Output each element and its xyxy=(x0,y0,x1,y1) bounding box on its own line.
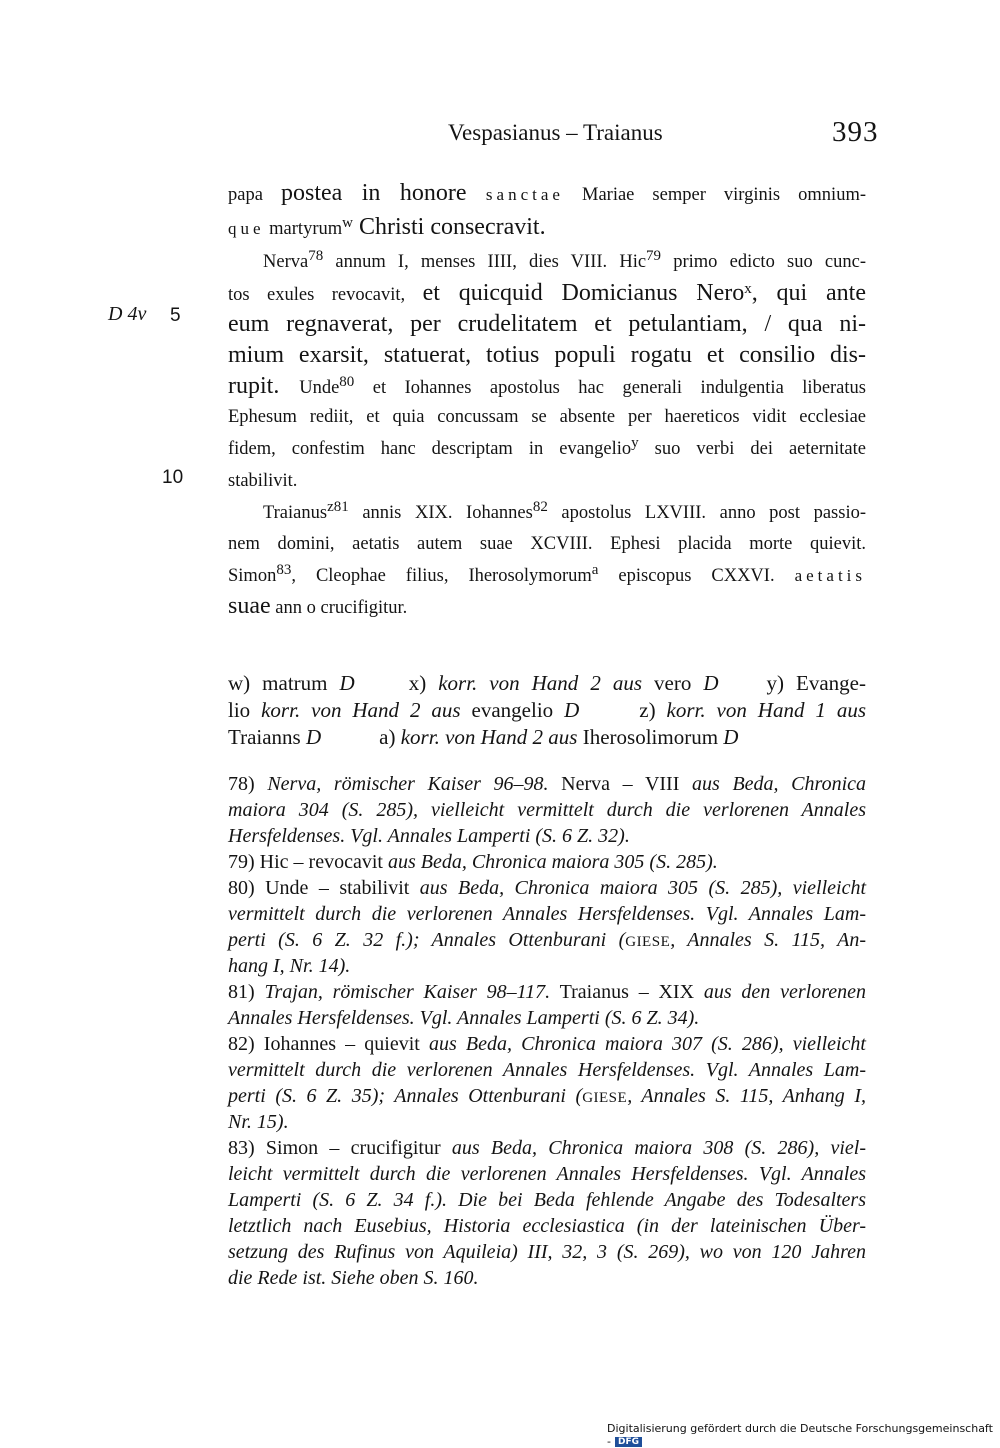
text-line: Simon$^{83}$, Cleophae filius, Iherosolymorum$^a$ episcopus CXXVI. aetatis xyxy=(228,562,866,586)
text-line: papa postea in honore sanctae Mariae semper virginis omnium- xyxy=(228,180,866,206)
line-number-10: 10 xyxy=(162,467,184,488)
text-line: tos exules revocavit, et quicquid Domicianus Nero$^x$, qui ante xyxy=(228,280,866,306)
note-line: vermittelt durch die verlorenen Annales Hersfeldenses. Vgl. Annales Lam- xyxy=(228,903,866,925)
paragraph-2 xyxy=(228,246,866,497)
text-line: Nerva$^{78}$ annum I, menses IIII, dies VIII. Hic$^{79}$ primo edicto suo cunc- xyxy=(263,248,866,272)
dfg-logo: DFG xyxy=(615,1437,642,1447)
note-line: hang I, Nr. 14). xyxy=(228,955,351,977)
text-line: eum regnaverat, per crudelitatem et petulantiam, / qua ni- xyxy=(228,311,866,337)
paragraph-1 xyxy=(228,176,866,244)
text-line: Ephesum rediit, et quia concussam se absente per haereticos vidit ecclesiae xyxy=(228,407,866,427)
note-line: Annales Hersfeldenses. Vgl. Annales Lamperti (S. 6 Z. 34). xyxy=(228,1007,700,1029)
text-line: stabilivit. xyxy=(228,471,298,491)
note-line: leicht vermittelt durch die verlorenen Annales Hersfeldenses. Vgl. Annales xyxy=(228,1163,866,1185)
note-79: 79) Hic – revocavit aus Beda, Chronica maiora 305 (S. 285). xyxy=(228,851,718,873)
text-line: rupit. Unde$^{80}$ et Iohannes apostolus hac generali indulgentia liberatus xyxy=(228,373,866,399)
note-line: perti (S. 6 Z. 35); Annales Ottenburani (GIESE, Annales S. 115, Anhang I, xyxy=(228,1085,866,1107)
page-number: 393 xyxy=(832,116,879,148)
note-line: Lamperti (S. 6 Z. 34 f.). Die bei Beda fehlende Angabe des Todesalters xyxy=(228,1189,866,1211)
note-line: Hersfeldenses. Vgl. Annales Lamperti (S. 6 Z. 32). xyxy=(228,825,630,847)
digitization-credit: Digitalisierung gefördert durch die Deutsche Forschungsgemeinschaft - DFG xyxy=(607,1422,993,1448)
text-line: mium exarsit, statuerat, totius populi rogatu et consilio dis- xyxy=(228,342,866,368)
line-number-5: 5 xyxy=(170,305,181,326)
note-line: letztlich nach Eusebius, Historia ecclesiastica (in der lateinischen Über- xyxy=(228,1215,866,1237)
paragraph-3 xyxy=(228,498,866,622)
note-line: die Rede ist. Siehe oben S. 160. xyxy=(228,1267,479,1289)
note-line: Nr. 15). xyxy=(228,1111,289,1133)
commentary-notes xyxy=(228,771,866,1291)
text-line: suae ann o crucifigitur. xyxy=(228,593,408,619)
note-line: perti (S. 6 Z. 32 f.); Annales Ottenburani (GIESE, Annales S. 115, An- xyxy=(228,929,866,951)
critical-apparatus xyxy=(228,670,866,751)
text-line: nem domini, aetatis autem suae XCVIII. Ephesi placida morte quievit. xyxy=(228,534,866,554)
note-line: maiora 304 (S. 285), vielleicht vermittelt durch die verlorenen Annales xyxy=(228,799,866,821)
note-line: vermittelt durch die verlorenen Annales Hersfeldenses. Vgl. Annales Lam- xyxy=(228,1059,866,1081)
main-text xyxy=(228,176,866,622)
note-line: setzung des Rufinus von Aquileia) III, 32, 3 (S. 269), wo von 120 Jahren xyxy=(228,1241,866,1263)
note-83: 83) Simon – crucifigitur aus Beda, Chronica maiora 308 (S. 286), viel- xyxy=(228,1137,867,1159)
text-line: que martyrum$^w$ Christi consecravit. xyxy=(228,214,546,240)
folio-marker: D 4v xyxy=(108,303,147,325)
running-head: Vespasianus – Traianus xyxy=(448,120,663,145)
note-82: 82) Iohannes – quievit aus Beda, Chronica maiora 307 (S. 286), vielleicht xyxy=(228,1033,866,1055)
apparatus-line: Traianns D a) korr. von Hand 2 aus Iherosolimorum D xyxy=(228,725,739,749)
apparatus-line: lio korr. von Hand 2 aus evangelio D z) korr. von Hand 1 aus xyxy=(228,698,866,722)
note-80: 80) Unde – stabilivit aus Beda, Chronica maiora 305 (S. 285), vielleicht xyxy=(228,877,866,899)
note-78: 78) Nerva, römischer Kaiser 96–98. Nerva – VIII aus Beda, Chronica xyxy=(228,773,866,795)
text-line: Traianus$^{z81}$ annis XIX. Iohannes$^{82}$ apostolus LXVIII. anno post passio- xyxy=(263,499,866,523)
note-81: 81) Trajan, römischer Kaiser 98–117. Traianus – XIX aus den verlorenen xyxy=(228,981,866,1003)
text-line: fidem, confestim hanc descriptam in evangelio$^y$ suo verbi dei aeternitate xyxy=(228,435,866,459)
apparatus-line: w) matrum D x) korr. von Hand 2 aus vero D y) Evange- xyxy=(228,671,866,695)
